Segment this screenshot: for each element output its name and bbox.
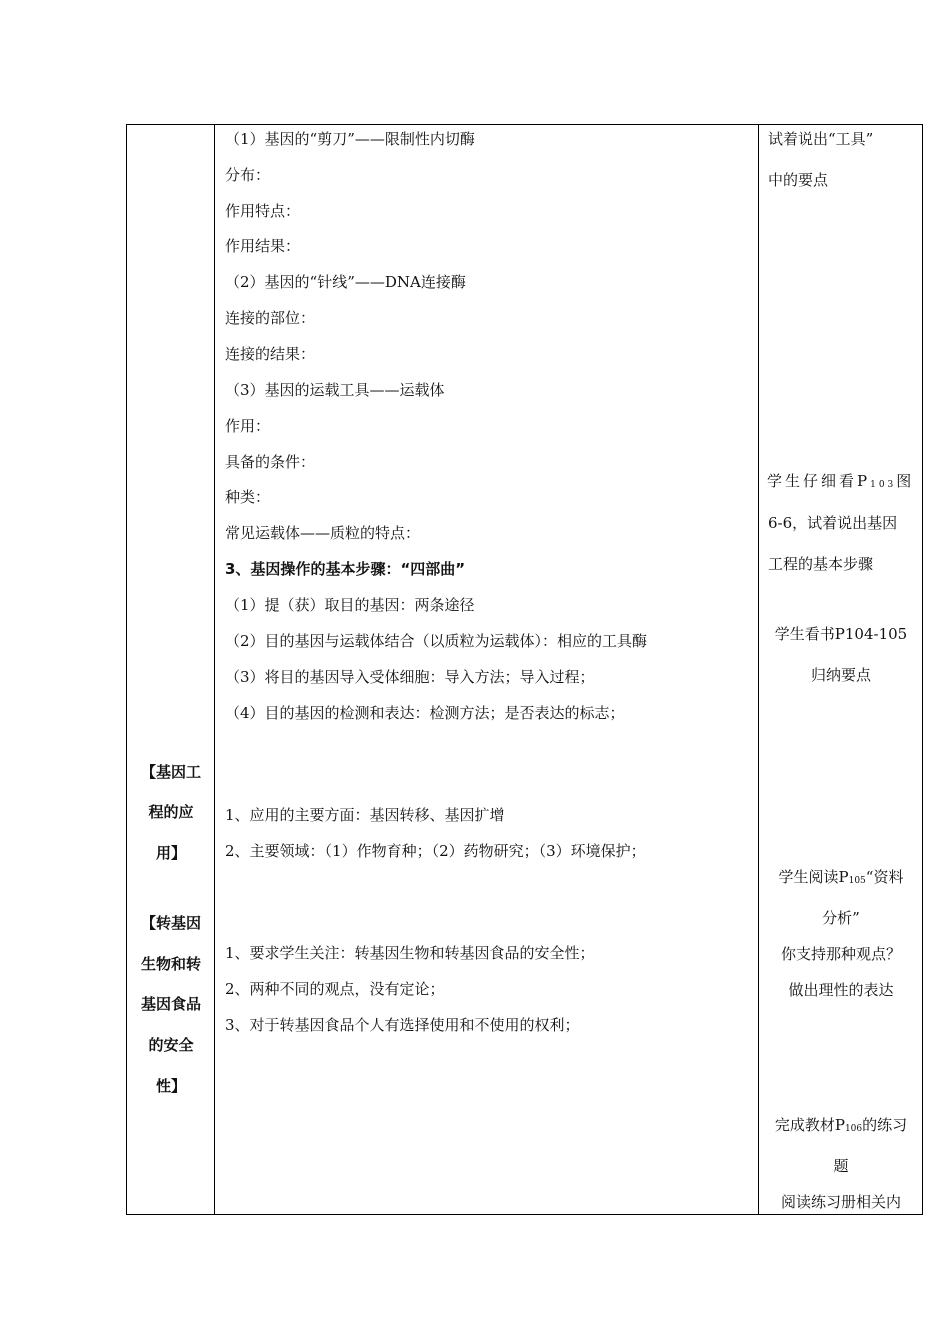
tool3-title: （3）基因的运载工具——运载体 (225, 381, 445, 399)
step-4: （4）目的基因的检测和表达：检测方法；是否表达的标志； (225, 704, 625, 722)
tool3-function: 作用： (225, 417, 271, 435)
section-heading-safety-line-2: 生物和转 (140, 955, 201, 973)
activity-analysis-line-2: 分析” (822, 909, 860, 927)
steps-heading: 3、基因操作的基本步骤：“四部曲” (225, 560, 466, 578)
safety-item-3: 3、对于转基因食品个人有选择使用和不使用的权利； (225, 1016, 580, 1034)
application-item-1: 1、应用的主要方面：基因转移、基因扩增 (225, 806, 505, 824)
tool3-types: 种类： (225, 488, 271, 506)
section-heading-application-line-3: 用】 (155, 844, 186, 862)
safety-item-2: 2、两种不同的观点，没有定论； (225, 980, 445, 998)
activity-steps-line-1: 学生仔细看$P_{103}$图 (767, 472, 915, 490)
activity-tools-line-1: 试着说出“工具” (768, 130, 874, 148)
step-1: （1）提（获）取目的基因：两条途径 (225, 596, 475, 614)
section-heading-application-line-2: 程的应 (148, 803, 194, 821)
section-heading-safety-line-3: 基因食品 (140, 995, 201, 1013)
tool3-plasmid: 常见运载体——质粒的特点： (225, 524, 421, 542)
activity-read-line-1: 学生看书P104-105 (774, 625, 908, 643)
activity-analysis-line-4: 做出理性的表达 (788, 981, 894, 999)
safety-item-1: 1、要求学生关注：转基因生物和转基因食品的安全性； (225, 944, 595, 962)
tool1-result: 作用结果： (225, 237, 301, 255)
activity-exercise-line-1: 完成教材$P_{106}$的练习 (774, 1116, 908, 1134)
activity-steps-line-3: 工程的基本步骤 (768, 555, 874, 573)
section-heading-application-line-1: 【基因工 (140, 763, 201, 781)
activity-analysis-line-1: 学生阅读$P_{105}“$资料 (778, 868, 904, 886)
application-item-2: 2、主要领域：（1）作物育种；（2）药物研究；（3）环境保护； (225, 842, 646, 860)
tool2-result: 连接的结果： (225, 345, 316, 363)
tool1-distribution: 分布： (225, 166, 271, 184)
tool1-title: （1）基因的“剪刀”——限制性内切酶 (225, 130, 475, 148)
step-3: （3）将目的基因导入受体细胞：导入方法；导入过程； (225, 668, 595, 686)
lesson-table (126, 124, 923, 1215)
section-heading-safety-line-1: 【转基因 (140, 914, 201, 932)
activity-read-line-2: 归纳要点 (810, 666, 871, 684)
activity-analysis-line-3: 你支持那种观点？ (780, 945, 901, 963)
tool3-conditions: 具备的条件： (225, 453, 316, 471)
step-2: （2）目的基因与运载体结合（以质粒为运载体）：相应的工具酶 (225, 632, 648, 650)
activity-steps-line-2: 6-6，试着说出基因 (768, 514, 898, 532)
section-heading-safety-line-4: 的安全 (148, 1036, 194, 1054)
tool2-title: （2）基因的“针线”——DNA连接酶 (225, 273, 466, 291)
section-heading-safety-line-5: 性】 (155, 1077, 186, 1095)
activity-tools-line-2: 中的要点 (768, 171, 829, 189)
tool1-feature: 作用特点： (225, 202, 301, 220)
tool2-site: 连接的部位： (225, 309, 316, 327)
activity-exercise-line-3: 阅读练习册相关内 (780, 1193, 901, 1211)
activity-exercise-line-2: 题 (833, 1157, 849, 1175)
